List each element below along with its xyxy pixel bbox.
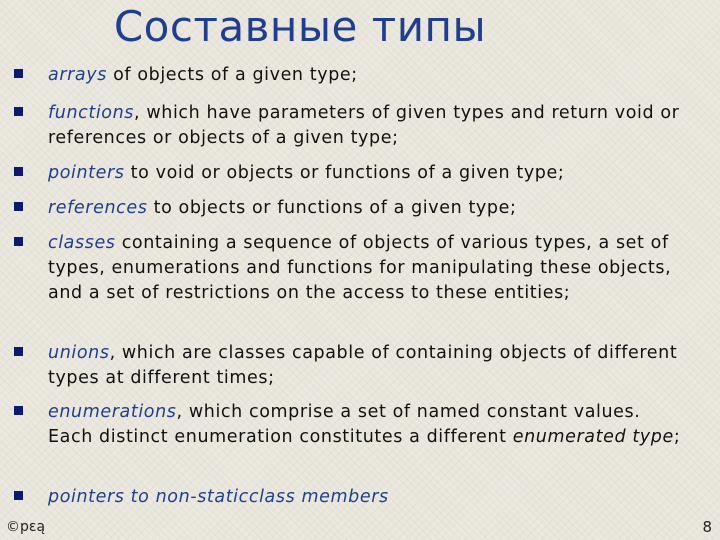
square-bullet-icon [14, 69, 23, 78]
square-bullet-icon [14, 107, 23, 116]
item-description: to void or objects or functions of a given type; [124, 163, 565, 183]
item-keyword: functions [48, 103, 135, 123]
square-bullet-icon [14, 491, 23, 500]
square-bullet-icon [14, 167, 23, 176]
item-keyword: enumerations [48, 402, 177, 422]
item-description: , which are classes capable of containing objects of different types at different times; [48, 343, 678, 388]
item-text [48, 341, 688, 391]
item-keyword: unions [48, 343, 110, 363]
item-text [48, 101, 688, 151]
item-description: , which comprise a set of named constant values. Each distinct enumeration constitutes a different [48, 402, 641, 447]
item-text [48, 161, 688, 186]
item-keyword: arrays [48, 65, 107, 85]
square-bullet-icon [14, 202, 23, 211]
square-bullet-icon [14, 347, 23, 356]
item-emphasis: enumerated type [512, 427, 674, 447]
item-text [48, 400, 688, 450]
item-description: to objects or functions of a given type; [147, 198, 517, 218]
item-keyword: classes [48, 233, 116, 253]
item-text [48, 231, 688, 306]
square-bullet-icon [14, 237, 23, 246]
item-description: , which have parameters of given types and return void or references or objects of a given type; [48, 103, 680, 148]
item-text [48, 196, 688, 221]
copyright-footer: ©pεą [6, 519, 46, 535]
item-description: containing a sequence of objects of various types, a set of types, enumerations and functions for manipulating these objects, and a set of restrictions on the access to these entities; [48, 233, 672, 303]
item-description: of objects of a given type; [106, 65, 358, 85]
slide-title: Составные типы [113, 2, 487, 51]
item-text [48, 485, 688, 510]
item-keyword: pointers [48, 163, 125, 183]
square-bullet-icon [14, 406, 23, 415]
item-tail: ; [673, 427, 681, 447]
item-keyword: references [48, 198, 148, 218]
item-keyword: pointers to non-staticclass members [48, 487, 389, 507]
item-text [48, 63, 688, 88]
page-number: 8 [702, 518, 712, 536]
